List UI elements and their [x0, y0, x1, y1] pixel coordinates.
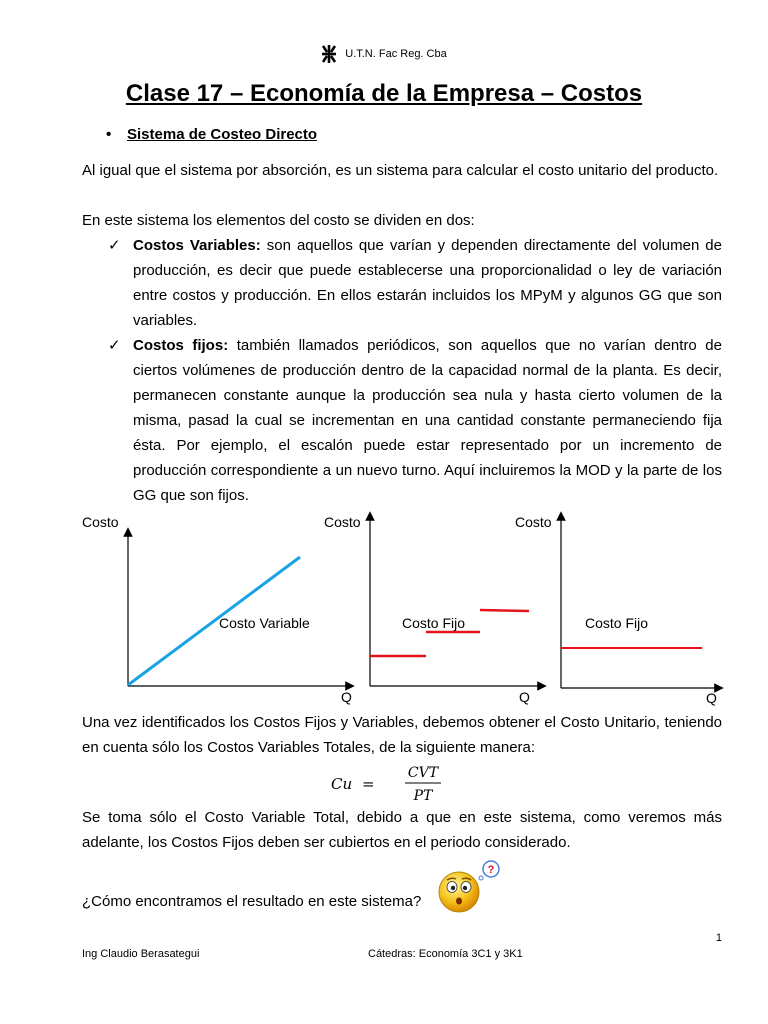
y-axis-label: Costo	[515, 514, 552, 530]
x-axis-label: Q	[706, 690, 717, 706]
formula-denominator: PT	[413, 788, 433, 804]
list-item-text: son aquellos que varían y dependen directamente del volumen de producción, es decir que puede establecerse una proporcionalidad o ley de variación entre costos y producción. En ellos estarán incluidos los MPyM y algunos GG que son variables.	[133, 237, 722, 329]
question-text: ¿Cómo encontramos el resultado en este sistema?	[82, 893, 422, 910]
chart-step-fixed-cost	[324, 514, 542, 705]
footer-courses: Cátedras: Economía 3C1 y 3K1	[368, 948, 523, 960]
intro-paragraph-2: En este sistema los elementos del costo se dividen en dos:	[82, 212, 475, 229]
bullet-icon: •	[106, 126, 112, 143]
thinking-face-icon	[437, 860, 501, 914]
checkmark-icon: ✓	[108, 237, 121, 254]
page-number: 1	[715, 932, 722, 944]
chart-flat-fixed-cost	[515, 514, 719, 706]
institution-name: U.T.N. Fac Reg. Cba	[345, 47, 447, 60]
fixed-cost-note-paragraph: Se toma sólo el Costo Variable Total, debido a que en este sistema, como veremos más adelante, los Costos Fijos deben ser cubiertos en el periodo considerado.	[82, 809, 722, 851]
intro-paragraph: Al igual que el sistema por absorción, es un sistema para calcular el costo unitario del producto.	[82, 162, 719, 179]
list-item-body	[133, 333, 722, 508]
document-title: Clase 17 – Economía de la Empresa – Costos	[125, 80, 643, 107]
section-heading-text: Sistema de Costeo Directo	[127, 126, 318, 143]
cost-charts	[0, 510, 768, 710]
y-axis-label: Costo	[82, 514, 119, 530]
x-axis-label: Q	[519, 689, 530, 705]
unit-cost-paragraph: Una vez identificados los Costos Fijos y Variables, debemos obtener el Costo Unitario, teniendo en cuenta sólo los Costos Variables Totales, de la siguiente manera:	[82, 714, 722, 756]
checkmark-icon: ✓	[108, 337, 121, 354]
curve-label: Costo Fijo	[585, 615, 649, 631]
list-item-label: Costos fijos:	[133, 337, 229, 354]
page-header	[0, 44, 768, 64]
list-item-body	[133, 233, 722, 333]
list-item-label: Costos Variables:	[133, 237, 261, 254]
fixed-cost-step-3	[480, 610, 529, 611]
unit-cost-formula	[0, 760, 768, 804]
list-item-text: también llamados periódicos, son aquellos que no varían dentro de ciertos volúmenes de producción dentro de la capacidad normal de la planta. Es decir, permanecen constante aunque la producción sea nula y hasta cierto volumen de la misma, pasad la cual se incrementan en una cantidad constante permaneciendo fija ésta. Por ejemplo, el escalón puede estar representado por un incremento de producción correspondiente a un nuevo turno. Aquí incluiremos la MOD y la parte de los GG que son fijos.	[133, 337, 722, 504]
thought-bubble-mark: ?	[487, 864, 495, 876]
formula-numerator: CVT	[407, 765, 439, 781]
utn-logo-icon	[321, 44, 337, 64]
formula-lhs: Cu	[331, 775, 353, 793]
formula-equals: =	[362, 775, 375, 793]
x-axis-label: Q	[341, 689, 352, 705]
footer-author: Ing Claudio Berasategui	[82, 948, 200, 960]
chart-variable-cost	[82, 514, 352, 705]
curve-label: Costo Variable	[219, 615, 310, 631]
curve-label: Costo Fijo	[402, 615, 466, 631]
y-axis-label: Costo	[324, 514, 361, 530]
